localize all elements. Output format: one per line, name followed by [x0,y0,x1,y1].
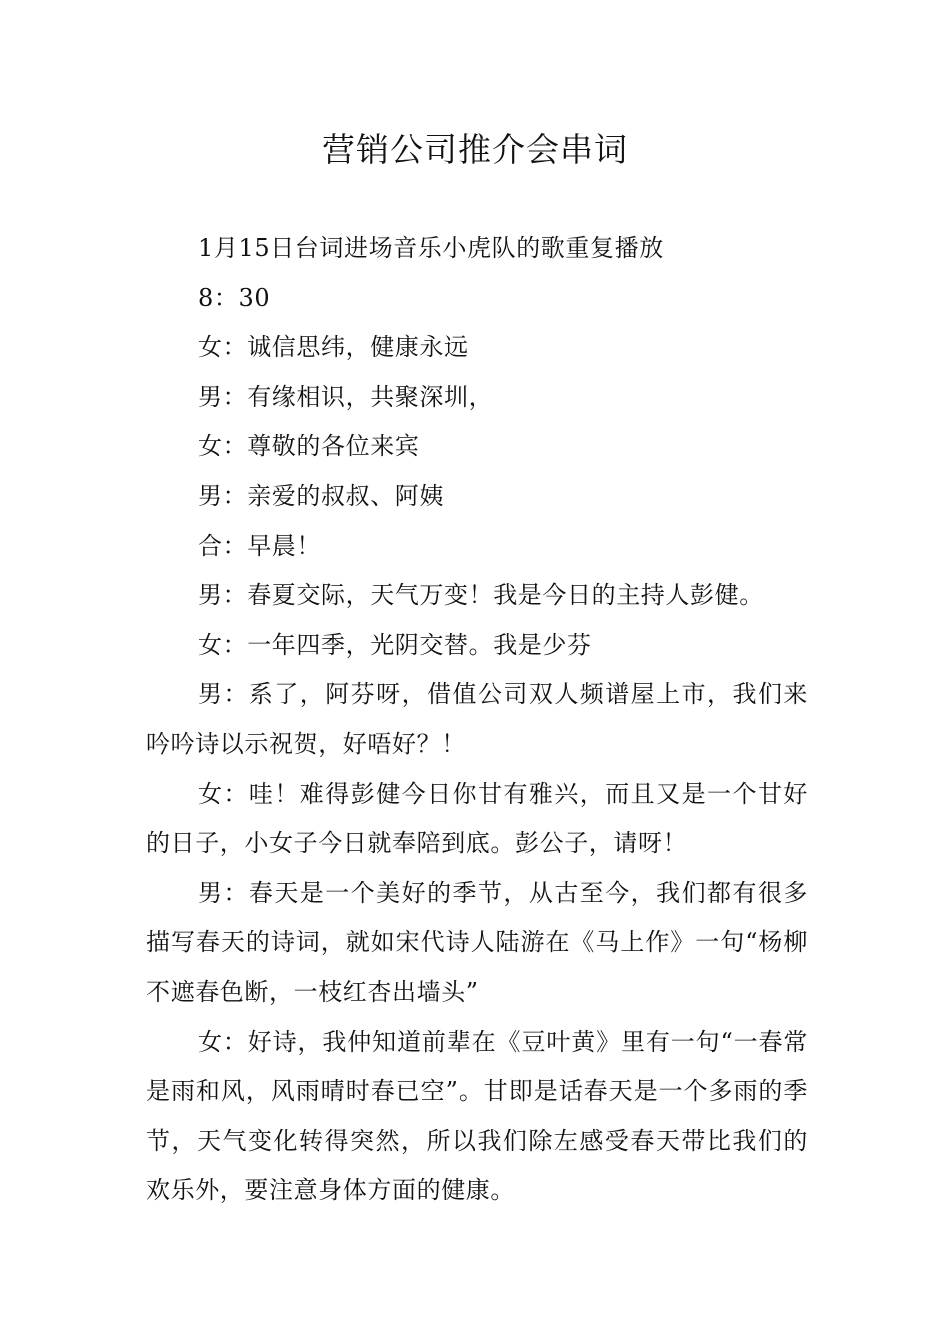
paragraph-line: 男：有缘相识，共聚深圳， [198,382,494,411]
paragraph-intro: 1月15日台词进场音乐小虎队的歌重复播放 [198,234,664,262]
paragraph-line: 合：早晨！ [198,531,321,560]
paragraph-line: 男：春天是一个美好的季节，从古至今，我们都有很多描写春天的诗词，就如宋代诗人陆游在《马上作》一句“杨柳不遮春色断，一枝红杏出墙头” [146,878,808,1006]
paragraph-line: 女：诚信思纬，健康永远 [198,333,469,362]
paragraph-line: 女：好诗，我仲知道前辈在《豆叶黄》里有一句“一春常是雨和风，风雨晴时春已空”。甘即是话春天是一个多雨的季节，天气变化转得突然，所以我们除左感受春天带比我们的欢乐外，要注意身体方面的健康。 [146,1027,808,1205]
paragraph-line: 男：春夏交际，天气万变！我是今日的主持人彭健。 [198,581,764,610]
document-body [146,224,808,1216]
paragraph-line: 男：系了，阿芬呀，借值公司双人频谱屋上市，我们来吟吟诗以示祝贺，好唔好？！ [146,680,808,758]
paragraph-time: 8：30 [198,283,271,312]
paragraph-line: 女：哇！难得彭健今日你甘有雅兴，而且又是一个甘好的日子，小女子今日就奉陪到底。彭公子，请呀！ [146,779,808,858]
page-title: 营销公司推介会串词 [322,130,628,169]
paragraph-line: 男：亲爱的叔叔、阿姨 [198,481,444,510]
paragraph-line: 女：尊敬的各位来宾 [198,432,420,461]
paragraph-line: 女：一年四季，光阴交替。我是少芬 [198,630,592,659]
